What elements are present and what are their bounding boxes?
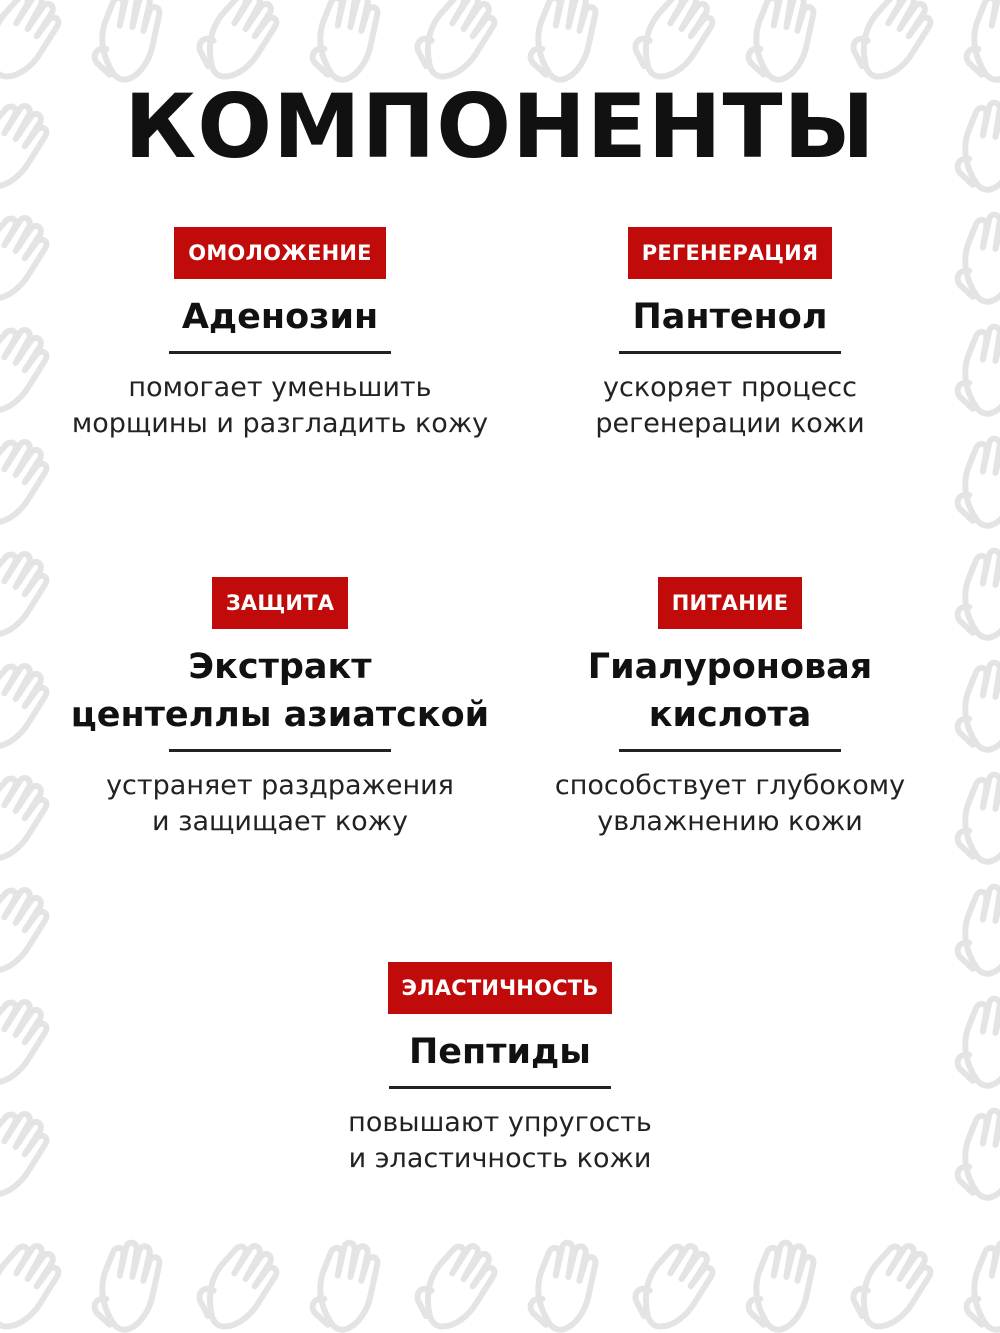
description-line: увлажнению кожи [597,806,863,837]
description-line: повышают упругость [348,1107,652,1138]
component-description [595,370,864,442]
component-name-line: Гиалуроновая [587,647,873,687]
component-name-line: Пептиды [409,1032,591,1072]
component-name-line: центеллы азиатской [70,695,490,735]
description-line: устраняет раздражения [106,770,454,801]
component-description [555,768,905,840]
component-name [588,643,872,739]
divider [619,351,841,354]
description-line: помогает уменьшить [128,372,432,403]
divider [169,351,391,354]
component-card-rejuvenation [55,227,505,442]
component-card-regeneration [505,227,955,442]
component-card-elasticity [275,962,725,1177]
category-badge: РЕГЕНЕРАЦИЯ [628,227,832,279]
component-name [633,293,828,341]
component-description [72,370,488,442]
component-name-line: Аденозин [181,297,379,337]
page-title: КОМПОНЕНТЫ [124,75,876,178]
category-badge: ЗАЩИТА [212,577,348,629]
divider [389,1086,611,1089]
description-line: морщины и разгладить кожу [71,408,489,439]
description-line: и защищает кожу [151,806,409,837]
component-name [409,1028,591,1076]
component-name [71,643,489,739]
description-line: регенерации кожи [595,408,865,439]
divider [619,749,841,752]
component-description [348,1105,652,1177]
category-badge: ПИТАНИЕ [658,577,803,629]
component-name-line: Пантенол [632,297,828,337]
component-description [106,768,454,840]
description-line: ускоряет процесс [603,372,857,403]
component-name-line: Экстракт [188,647,372,687]
component-name [182,293,378,341]
divider [169,749,391,752]
description-line: и эластичность кожи [348,1143,652,1174]
component-name-line: кислота [648,695,812,735]
component-card-nutrition [505,577,955,840]
category-badge: ОМОЛОЖЕНИЕ [174,227,385,279]
category-badge: ЭЛАСТИЧНОСТЬ [388,962,613,1014]
component-card-protection [55,577,505,840]
description-line: способствует глубокому [554,770,906,801]
